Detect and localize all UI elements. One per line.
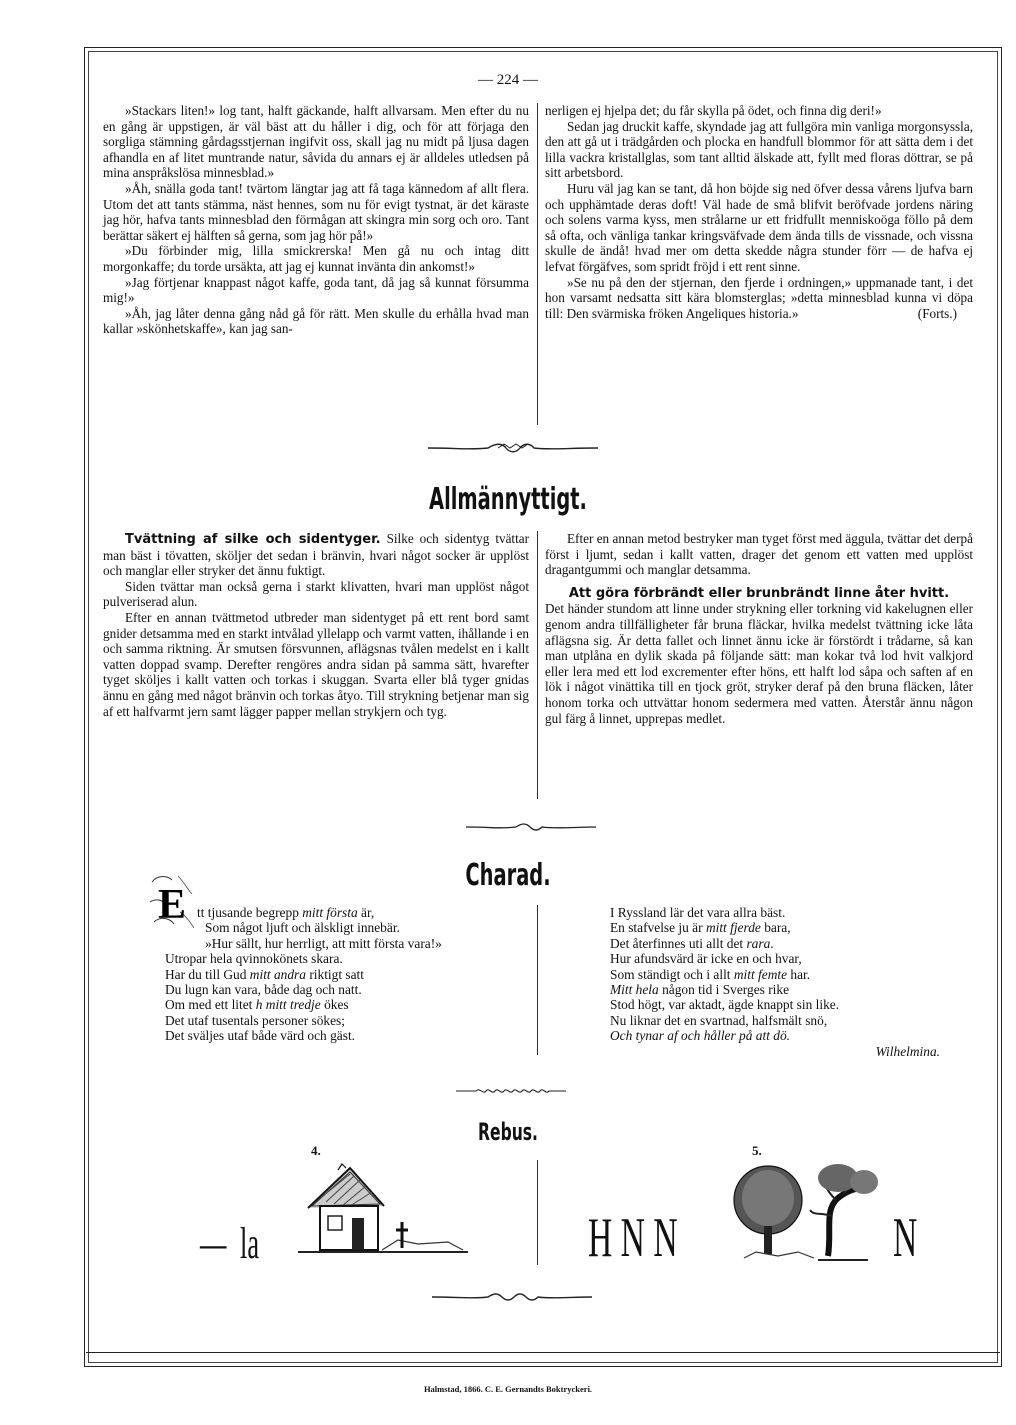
rebus-text-hnn: H N N [588, 1207, 678, 1269]
poem-line: tt tjusande begrepp mitt första är, [197, 905, 375, 920]
article-paragraph: Siden tvättar man också gerna i starkt klivatten, hvari man upplöst något pulveriserad alun. [103, 578, 529, 610]
story-paragraph: »Åh, snälla goda tant! tvärtom längtar jag att få taga kännedom af allt flera. Utom det att tants stämma, näst hennes, som nu för evigt tystnat, är det käraste jag hör, hafva tants minnesblad den förmågan att skingra min sorg och oro. Tant berättar säkert ej hälften så gerna, som jag hör på!» [103, 180, 529, 243]
poem-line: Det återfinnes uti allt det rara. [610, 935, 774, 951]
ornament-divider [466, 820, 596, 834]
story-paragraph: »Se nu på den der stjernan, den fjerde i ordningen,» uppmanade tant, i det hon varsamt nedsatta sitt kära blomsterglas; »detta minnesblad kunna vi döpa till: Den svärmiska fröken Angeliques historia.» [545, 274, 973, 321]
tree-picture-icon [728, 1160, 878, 1265]
poem-line: Mitt hela någon tid i Sverges rike [610, 982, 790, 998]
column-divider [537, 531, 538, 799]
article-paragraph: Det händer stundom att linne under strykning eller torkning vid kakelugnen eller genom andra tillfälligheter får bruna fläckar, hvilka medelst tvättning icke låta aflägsna sig. Är detta fallet och linnet ännu icke är förstördt i trådarne, så kan man utplåna en dylik skada på följande sätt: man kokar två lod hvit valkjord eller lera med ett lod excrementer efter höns, ett halft lod såpa och saften af en lök i något vinättika till en tjock gröt, stryker deraf på den bruna fläcken, låter honom torka och uttvättar honom sedermera med vatten. Återstår ännu någon gul färg å linnet, upprepas medlet. [545, 601, 973, 726]
rebus-text-n: N [893, 1207, 918, 1269]
allmannyttigt-left-column [103, 531, 529, 719]
story-paragraph: »Stackars liten!» log tant, halft gäckande, halft allvarsam. Men efter du nu en gång är uppstigen, är väl bäst att du håller i dig, och för att förjaga den sorgliga stämning gårdagsstjernan ingifvit oss, skall jag nu midt på ljusa dagen afhandla en af litet muntrande natur, såvida du annars ej är alldeles utledsen på mina anspråkslösa minnesblad.» [103, 103, 529, 181]
section-title-rebus: Rebus. [478, 1118, 538, 1146]
poem-line: »Hur sällt, hur herrligt, att mitt första vara!» [205, 935, 442, 951]
article-paragraph: Efter en annan metod bestryker man tyget först med äggula, tvättar det derpå först i ljumt, sedan i kallt vatten, drager det genom ett vatten med upplöst dragantgummi och manglar detsamma. [545, 531, 973, 578]
poem-line: Och tynar af och håller på att dö. [610, 1028, 791, 1044]
poem-line: Utropar hela qvinnokönets skara. [165, 951, 343, 967]
poem-line: Det sväljes utaf både värd och gäst. [165, 1028, 356, 1044]
article-paragraph: Efter en annan tvättmetod utbreder man sidentyget på ett rent bord samt gnider detsamma med en starkt intvålad yllelapp och varmt vatten, ihållande i en och samma riktning. Är smutsen försvunnen, aflägsnas tvålen medelst en i kallt vatten doppad svamp. Derefter rengöres andra sidan på samma sätt, hvarefter tyget sköljes i kallt vatten och torkas i skuggan. Svarta eller blå tyger gnidas ännu en gång med något bränvin och torkas åtyo. Till strykning betjenar man sig af ett halfvarmt jern samt lägger papper mellan strykjern och tyg. [103, 609, 529, 719]
house-picture-icon [298, 1160, 468, 1260]
poem-line: Har du till Gud mitt andra riktigt satt [165, 966, 364, 982]
story-paragraph: »Åh, jag låter denna gång nåd gå för rätt. Men skulle du erhålla hvad man kallar »skönhetskaffe», kan jag san- [103, 305, 529, 337]
poem-line: Nu liknar det en svartnad, halfsmält snö, [610, 1012, 828, 1028]
imprint: Halmstad, 1866. C. E. Gernandts Boktryckeri. [423, 1384, 593, 1394]
column-divider [537, 103, 538, 425]
poem-line: En stafvelse ju är mitt fjerde bara, [610, 920, 791, 936]
ornament-divider [428, 440, 598, 456]
story-right-column [545, 103, 973, 321]
poem-line: Det utaf tusentals personer sökes; [165, 1012, 345, 1028]
signature: Wilhelmina. [875, 1043, 940, 1059]
ornament-divider [456, 1085, 566, 1097]
rebus-number-5: 5. [752, 1143, 762, 1158]
page-number: — 224 — [478, 72, 538, 88]
column-divider [537, 905, 538, 1055]
poem-line: Du lugn kan vara, både dag och natt. [165, 982, 362, 998]
poem-line: Hur afundsvärd är icke en och hvar, [610, 951, 802, 967]
subheading-linne: Att göra förbrändt eller brunbrändt linne åter hvitt. [568, 585, 950, 601]
article-text: Silke och sidentyg tvättar man bäst i tövatten, sköljer det sedan i bränvin, hvari något socker är upplöst och manglar eller stryker det ännu fuktigt. [103, 531, 529, 579]
poem-line: Om med ett litet h mitt tredje ökes [165, 997, 349, 1013]
story-left-column [103, 103, 529, 337]
rebus-dash: — [200, 1219, 227, 1268]
forts-label: (Forts.) [917, 305, 957, 321]
subheading-silke: Tvättning af silke och sidentyger. [125, 532, 381, 547]
charad-right-poem [610, 905, 970, 1059]
story-paragraph: Huru väl jag kan se tant, då hon böjde sig ned öfver dessa vårens ljufva barn och upphämtade deras doft! Väl hade de små blifvit beröfvade jordens näring och solens varma kyss, men strålarne ur ett fridfullt menniskoöga föllo på dem så ofta, och vänliga tankar kringsväfvade dem ända tills de vissnade, och vissna skulle de ändå! hvad mer om detta skedde några stunder förr — de hafva ej lefvat förgäfves, som spridt fröjd i ett rent sinne. [545, 180, 973, 274]
poem-line: Som något ljuft och älskligt innebär. [205, 920, 400, 936]
rebus-text-la: la [240, 1219, 260, 1268]
ornament-divider [432, 1290, 592, 1304]
story-paragraph: »Du förbinder mig, lilla smickrerska! Men gå nu och intag ditt morgonkaffe; du torde ursäkta, att jag ej kunnat invänta din ankomst!» [103, 243, 529, 274]
story-paragraph: Sedan jag druckit kaffe, skyndade jag att fullgöra min vanliga morgonsyssla, den att gå ut i trädgården och plocka en handfull blommor för att sätta dem i det lilla vackra kristallglas, som tant alltid älskade att, fyllt med floras döttrar, se på sitt arbetsbord. [545, 118, 973, 181]
initial-letter: E [158, 882, 187, 928]
poem-line: Som ständigt och i allt mitt femte har. [610, 966, 811, 982]
allmannyttigt-right-column [545, 531, 973, 726]
charad-left-poem [165, 905, 535, 1044]
story-paragraph: »Jag förtjenar knappast något kaffe, goda tant, då jag så kunnat försumma mig!» [103, 274, 529, 306]
story-paragraph: nerligen ej hjelpa det; du får skylla på ödet, och finna dig deri!» [545, 103, 882, 118]
section-title-charad: Charad. [465, 858, 551, 893]
poem-line: Stod högt, var aktadt, ägde knappt sin like. [610, 997, 840, 1013]
section-title-allmannyttigt: Allmännyttigt. [429, 482, 587, 517]
rebus-number-4: 4. [311, 1143, 321, 1158]
bottom-rule [86, 1352, 1000, 1353]
column-divider [537, 1160, 538, 1265]
poem-line: I Ryssland lär det vara allra bäst. [610, 905, 786, 920]
